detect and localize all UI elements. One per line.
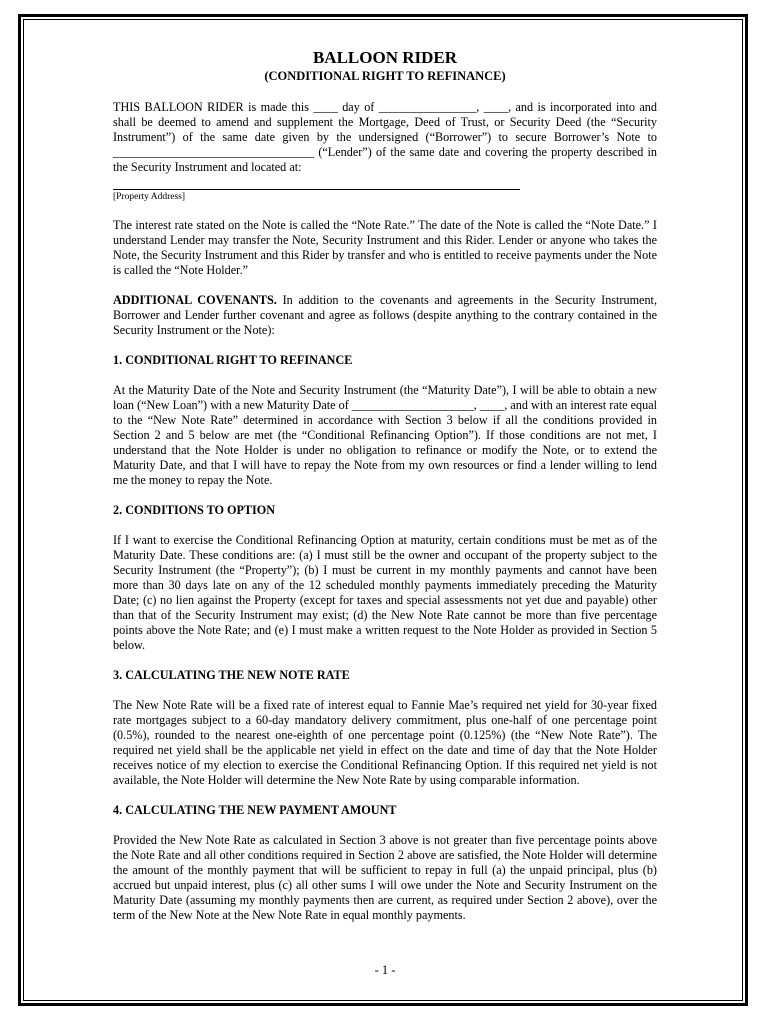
section-4-text: Provided the New Note Rate as calculated in Section 3 above is not greater than five percentage points above the Note Rate and all other conditions required in Section 2 above are satisfied, the Note Holder will determine the amount of the monthly payment that will be sufficient to repay in full (a) the unpaid principal, plus (b) accrued but unpaid interest, plus (c) all other sums I will owe under the Note and Security Instrument on the Maturity Date (assuming my monthly payments then are current, as required under Section 2 above), over the term of the New Note at the New Note Rate in equal monthly payments.: [113, 833, 657, 922]
property-address-label: [Property Address]: [113, 192, 186, 202]
document-subtitle: (CONDITIONAL RIGHT TO REFINANCE): [264, 69, 506, 83]
additional-covenants-heading: ADDITIONAL COVENANTS.: [113, 293, 277, 307]
section-2-heading: 2. CONDITIONS TO OPTION: [113, 503, 276, 517]
section-3-heading: 3. CALCULATING THE NEW NOTE RATE: [113, 668, 350, 682]
page-number: - 1 -: [374, 963, 396, 977]
section-1-text: At the Maturity Date of the Note and Security Instrument (the “Maturity Date”), I will be able to obtain a new loan (“New Loan”) with a new Maturity Date of ____________________, ____, and with an interest rate equal to the “New Note Rate” determined in accordance with Section 3 below if all the conditions provided in Section 2 and 5 below are met (the “Conditional Refinancing Option”). If those conditions are not met, I understand that the Note Holder is under no obligation to refinance or modify the Note, or to extend the Maturity Date, and that I will have to repay the Note from my own resources or find a lender willing to lend me the money to repay the Note.: [113, 383, 657, 487]
document-title: BALLOON RIDER: [312, 48, 458, 67]
section-3-text: The New Note Rate will be a fixed rate of interest equal to Fannie Mae’s required net yield for 30-year fixed rate mortgages subject to a 60-day mandatory delivery commitment, plus one-half of one percentage point (0.5%), rounded to the nearest one-eighth of one percentage point (0.125%) (the “New Note Rate”). The required net yield shall be the applicable net yield in effect on the date and time of day that the Note Holder receives notice of my election to exercise the Conditional Refinancing Option. If this required net yield is not available, the Note Holder will determine the New Note Rate by using comparable information.: [113, 698, 657, 787]
section-2-text: If I want to exercise the Conditional Refinancing Option at maturity, certain conditions must be met as of the Maturity Date. These conditions are: (a) I must still be the owner and occupant of the property subject to the Security Instrument (the “Property”); (b) I must be current in my monthly payments and cannot have been more than 30 days late on any of the 12 scheduled monthly payments immediately preceding the Maturity Date; (c) no lien against the Property (except for taxes and special assessments not yet due and payable) other than that of the Security Instrument may exist; (d) the New Note Rate cannot be more than five percentage points above the Note Rate; and (e) I must make a written request to the Note Holder as provided in Section 5 below.: [113, 533, 657, 652]
additional-covenants-paragraph: [113, 293, 657, 338]
additional-covenants-text: In addition to the covenants and agreements in the Security Instrument, Borrower and Lender further covenant and agree as follows (despite anything to the contrary contained in the Security Instrument or the Note):: [113, 293, 657, 337]
section-1-heading: 1. CONDITIONAL RIGHT TO REFINANCE: [113, 353, 353, 367]
property-address-line[interactable]: [113, 189, 520, 190]
intro-paragraph: THIS BALLOON RIDER is made this ____ day of ________________, ____, and is incorporated into and shall be deemed to amend and supplement the Mortgage, Deed of Trust, or Security Deed (the “Security Instrument”) of the same date given by the undersigned (“Borrower”) to secure Borrower’s Note to _________________________________ (“Lender”) of the same date and covering the property described in the Security Instrument and located at:: [113, 100, 657, 174]
note-rate-paragraph: The interest rate stated on the Note is called the “Note Rate.” The date of the Note is called the “Note Date.” I understand Lender may transfer the Note, Security Instrument and this Rider. Lender or anyone who takes the Note, the Security Instrument and this Rider by transfer and who is entitled to receive payments under the Note is called the “Note Holder.”: [113, 218, 657, 277]
document-body: [113, 48, 657, 938]
section-4-heading: 4. CALCULATING THE NEW PAYMENT AMOUNT: [113, 803, 397, 817]
